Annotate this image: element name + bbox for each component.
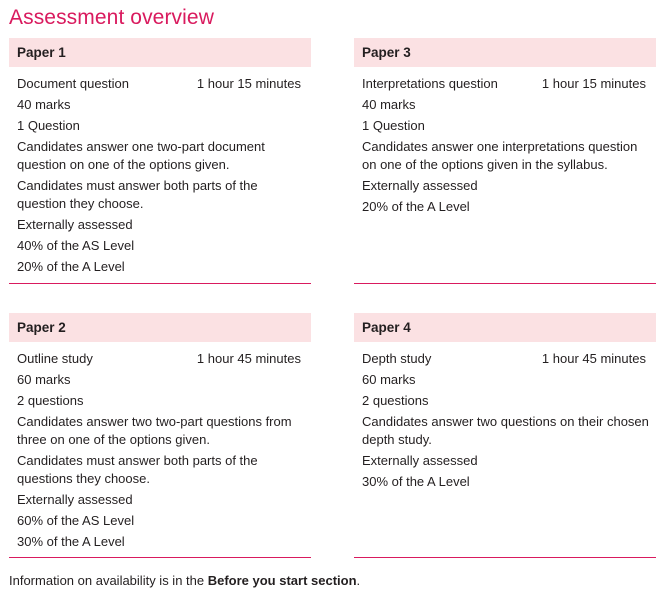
duration: 1 hour 45 minutes [541, 351, 646, 366]
question-type: Outline study [17, 351, 93, 366]
detail-line: Candidates answer two two-part questions from three on one of the options given. [17, 414, 292, 447]
detail-line: 60 marks [17, 372, 71, 387]
duration: 1 hour 15 minutes [196, 76, 301, 91]
detail-line: Externally assessed [17, 492, 133, 507]
paper-card-title: Paper 4 [354, 313, 656, 342]
detail-line: 60 marks [362, 372, 416, 387]
detail-line: Candidates answer one interpretations question on one of the options given in the syllabus. [362, 139, 638, 172]
detail-line: 30% of the A Level [362, 474, 470, 489]
detail-line: 1 Question [362, 118, 425, 133]
detail-line: Externally assessed [362, 453, 478, 468]
detail-line: 2 questions [17, 393, 84, 408]
paper-card-title: Paper 3 [354, 38, 656, 67]
detail-line: 60% of the AS Level [17, 513, 135, 528]
detail-line: 40% of the AS Level [17, 238, 135, 253]
paper-card-4 [354, 313, 656, 558]
duration: 1 hour 15 minutes [541, 76, 646, 91]
paper-card-2 [9, 313, 311, 558]
footer-prefix: Information on availability is in the [9, 573, 208, 588]
before-you-start-reference: Before you start section [207, 573, 357, 588]
detail-line: 30% of the A Level [17, 534, 125, 549]
detail-line: Externally assessed [17, 217, 133, 232]
detail-line: 1 Question [17, 118, 80, 133]
paper-card-1 [9, 38, 311, 284]
detail-line: Candidates must answer both parts of the question they choose. [17, 178, 258, 211]
detail-line: 2 questions [362, 393, 429, 408]
page-title: Assessment overview [9, 6, 214, 29]
detail-line: Candidates answer one two-part document question on one of the options given. [17, 139, 265, 172]
detail-line: 40 marks [362, 97, 416, 112]
detail-line: Externally assessed [362, 178, 478, 193]
detail-line: Candidates must answer both parts of the questions they choose. [17, 453, 258, 486]
footer-suffix: . [356, 573, 361, 588]
paper-card-3 [354, 38, 656, 284]
detail-line: 20% of the A Level [362, 199, 470, 214]
question-type: Document question [17, 76, 130, 91]
paper-card-title: Paper 1 [9, 38, 311, 67]
question-type: Interpretations question [362, 76, 498, 91]
detail-line: 40 marks [17, 97, 71, 112]
detail-line: 20% of the A Level [17, 259, 125, 274]
detail-line: Candidates answer two questions on their chosen depth study. [362, 414, 649, 447]
availability-note [9, 573, 360, 589]
duration: 1 hour 45 minutes [196, 351, 301, 366]
question-type: Depth study [362, 351, 432, 366]
paper-card-title: Paper 2 [9, 313, 311, 342]
